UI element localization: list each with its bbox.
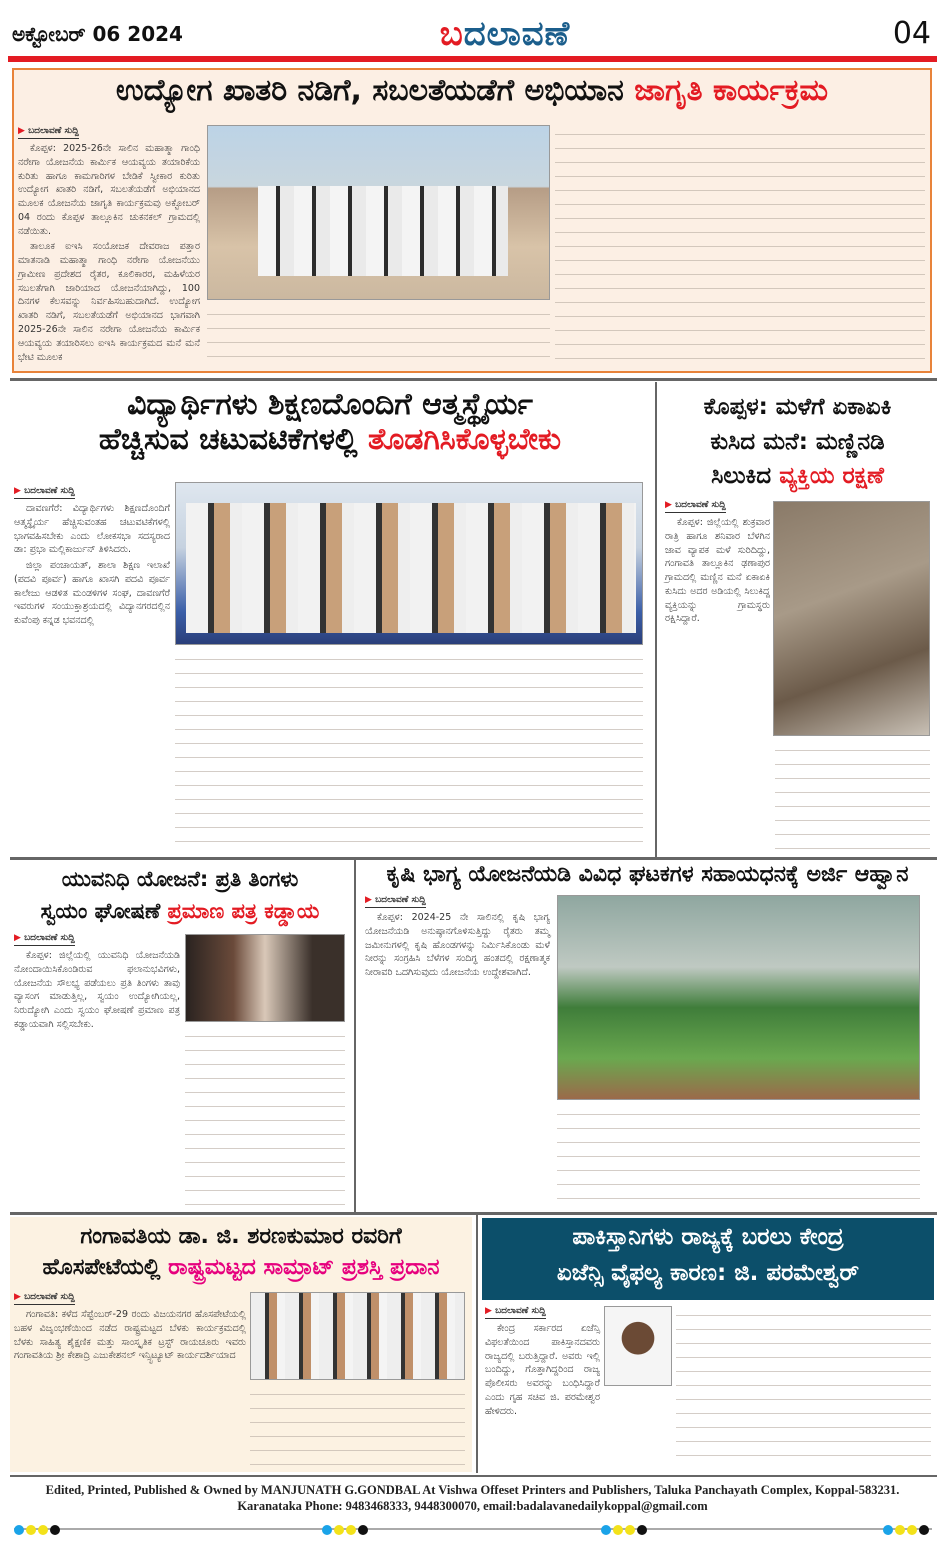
paragraph: ಕೇಂದ್ರ ಸರ್ಕಾರದ ಏಜೆನ್ಸಿ ವಿಫಲತೆಯಿಂದ ಪಾಕಿಸ್ತಾನದವರು ರಾಜ್ಯದಲ್ಲಿ ಬರುತ್ತಿದ್ದಾರೆ. ಅವರು ಇಲ್ಲಿ ಬಂದಿದ್ದು, ಗೊತ್ತಾಗಿದ್ದರಿಂದ ರಾಜ್ಯ ಪೊಲೀಸರು ಅವರನ್ನು ಬಂಧಿಸಿದ್ದಾರೆ ಎಂದು ಗೃಹ ಸಚಿವ ಜಿ. ಪರಮೇಶ್ವರ ಹೇಳಿದರು. xyxy=(485,1323,600,1417)
event-photo xyxy=(207,125,550,300)
story2-body xyxy=(14,484,170,630)
byline: ▶ ಬದಲಾವಣೆ ಸುದ್ದಿ xyxy=(14,1291,75,1305)
headline-line: ಪಾಕಿಸ್ತಾನಿಗಳು ರಾಜ್ಯಕ್ಕೆ ಬರಲು ಕೇಂದ್ರ xyxy=(572,1224,844,1250)
divider xyxy=(10,857,937,860)
story6-columns-text xyxy=(250,1385,465,1465)
story4-body xyxy=(14,931,180,1034)
newspaper-logo xyxy=(380,14,630,54)
paragraph: ಕೊಪ್ಪಳ: ಜಿಲ್ಲೆಯಲ್ಲಿ ಯುವನಿಧಿ ಯೋಜನೆಯಡಿ ನೋಂದಾಯಿಸಿಕೊಂಡಿರುವ ಫಲಾನುಭವಿಗಳು, ಯೋಜನೆಯ ಸೌಲಭ್ಯ ಪಡೆಯಲು ಪ್ರತಿ ತಿಂಗಳು ತಾವು ವ್ಯಾಸಂಗ ಮಾಡುತ್ತಿಲ್ಲ, ಸ್ವಯಂ ಉದ್ಯೋಗಿಯಲ್ಲ, ನಿರುದ್ಯೋಗಿ ಎಂದು ಸ್ವಯಂ ಘೋಷಣೆ ಪ್ರಮಾಣ ಪತ್ರ ಕಡ್ಡಾಯವಾಗಿ ಸಲ್ಲಿಸಬೇಕು. xyxy=(14,950,180,1030)
divider xyxy=(354,860,356,1212)
headline-highlight: ಪ್ರಮಾಣ ಪತ್ರ ಕಡ್ಡಾಯ xyxy=(167,898,320,923)
paragraph: ಕೊಪ್ಪಳ: ಜಿಲ್ಲೆಯಲ್ಲಿ ಶುಕ್ರವಾರ ರಾತ್ರಿ ಹಾಗೂ ಶನಿವಾರ ಬೆಳಗಿನ ಜಾವ ವ್ಯಾಪಕ ಮಳೆ ಸುರಿದಿದ್ದು, ಗಂಗಾವತಿ ತಾಲ್ಲೂಕಿನ ಢಣಾಪುರ ಗ್ರಾಮದಲ್ಲಿ ಮಣ್ಣಿನ ಮನೆ ಏಕಾಏಕಿ ಕುಸಿದು ಅದರ ಅಡಿಯಲ್ಲಿ ಸಿಲುಕಿದ್ದ ವ್ಯಕ್ತಿಯನ್ನು ಗ್ರಾಮಸ್ಥರು ರಕ್ಷಿಸಿದ್ದಾರೆ. xyxy=(665,517,770,625)
header-rule xyxy=(8,56,937,62)
headline-line: ಏಜೆನ್ಸಿ ವೈಫಲ್ಯ ಕಾರಣ: ಜಿ. ಪರಮೇಶ್ವರ್ xyxy=(556,1259,860,1286)
story2-columns-text xyxy=(175,650,643,850)
logo-part-2: ದಲಾವಣೆ xyxy=(463,14,571,54)
headline-line: ವಿದ್ಯಾರ್ಥಿಗಳು ಶಿಕ್ಷಣದೊಂದಿಗೆ ಆತ್ಮಸ್ಥೈರ್ಯ xyxy=(127,387,533,422)
story5-headline: ಕೃಷಿ ಭಾಗ್ಯ ಯೋಜನೆಯಡಿ ವಿವಿಧ ಘಟಕಗಳ ಸಹಾಯಧನಕ್ಕೆ ಅರ್ಜಿ ಆಹ್ವಾನ xyxy=(386,862,909,887)
headline-line: ಹೆಚ್ಚಿಸುವ ಚಟುವಟಿಕೆಗಳಲ್ಲಿ xyxy=(98,421,358,457)
paragraph: ಕೊಪ್ಪಳ: 2025-26ನೇ ಸಾಲಿನ ಮಹಾತ್ಮಾ ಗಾಂಧಿ ನರೇಗಾ ಯೋಜನೆಯ ಕಾರ್ಮಿಕ ಆಯವ್ಯಯ ತಯಾರಿಕೆಯ ಕುರಿತು ಹಾಗೂ ಕಾಮಗಾರಿಗಳ ಬೇಡಿಕೆ ಸ್ವೀಕಾರ ಕುರಿತು ಉದ್ಯೋಗ ಖಾತರಿ ನಡಿಗೆ, ಸಬಲತೆಯಡೆಗೆ ಅಭಿಯಾನದ ಮೂಲಕ ಯೋಜನೆಯ ಜಾಗೃತಿ ಕಾರ್ಯಕ್ರಮವು ಅಕ್ಟೋಬರ್ 04 ರಂದು ಕೊಪ್ಪಳ ತಾಲ್ಲೂಕಿನ ಚುಕನಕಲ್ ಗ್ರಾಮದಲ್ಲಿ ನಡೆಯಿತು. xyxy=(18,143,200,237)
byline: ▶ ಬದಲಾವಣೆ ಸುದ್ದಿ xyxy=(14,932,75,946)
story2-headline xyxy=(10,388,650,457)
headline-highlight: ರಾಷ್ಟ್ರಮಟ್ಟದ ಸಾಮ್ರಾಟ್ ಪ್ರಶಸ್ತಿ ಪ್ರದಾನ xyxy=(168,1254,440,1280)
byline: ▶ ಬದಲಾವಣೆ ಸುದ್ದಿ xyxy=(485,1305,546,1319)
registration-marks xyxy=(601,1522,649,1538)
divider xyxy=(10,1212,937,1215)
story7-body xyxy=(485,1304,600,1420)
paragraph: ಕೊಪ್ಪಳ: 2024-25 ನೇ ಸಾಲಿನಲ್ಲಿ ಕೃಷಿ ಭಾಗ್ಯ ಯೋಜನೆಯಡಿ ಅನುಷ್ಠಾನಗೊಳಿಸುತ್ತಿದ್ದು ರೈತರು ತಮ್ಮ ಜಮೀನುಗಳಲ್ಲಿ ಕೃಷಿ ಹೊಂಡಗಳನ್ನು ನಿರ್ಮಿಸಿಕೊಂಡು ಮಳೆ ನೀರನ್ನು ಸಂಗ್ರಹಿಸಿ ಬೆಳೆಗಳ ಸಂದಿಗ್ಧ ಹಂತದಲ್ಲಿ ರಕ್ಷಣಾತ್ಮಕ ನೀರಾವರಿ ಒದಗಿಸುವುದು ಯೋಜನೆಯ ಉದ್ದೇಶವಾಗಿದೆ. xyxy=(365,912,550,979)
headline-line: ಹೊಸಪೇಟೆಯಲ್ಲಿ xyxy=(42,1254,161,1280)
headline-line: ಸಿಲುಕಿದ xyxy=(711,463,772,489)
story7-headline xyxy=(482,1218,934,1300)
headline-highlight: ವ್ಯಕ್ತಿಯ ರಕ್ಷಣೆ xyxy=(779,463,884,489)
story7-columns-text xyxy=(676,1306,931,1466)
headline-highlight: ಜಾಗೃತಿ ಕಾರ್ಯಕ್ರಮ xyxy=(634,73,829,108)
people-group xyxy=(258,186,508,276)
headline-text: ಉದ್ಯೋಗ ಖಾತರಿ ನಡಿಗೆ, ಸಬಲತೆಯಡೆಗೆ ಅಭಿಯಾನ xyxy=(115,73,624,108)
story1-columns-text xyxy=(555,125,925,365)
headline-line: ಕುಸಿದ ಮನೆ: ಮಣ್ಣಿನಡಿ xyxy=(710,428,885,455)
divider xyxy=(655,382,657,857)
page-number: 04 xyxy=(892,16,931,51)
registration-marks xyxy=(14,1522,62,1538)
headline-line: ಸ್ವಯಂ ಘೋಷಣೆ xyxy=(40,898,161,923)
byline: ▶ ಬದಲಾವಣೆ ಸುದ್ದಿ xyxy=(18,125,79,139)
paragraph: ಗಂಗಾವತಿ: ಕಳೆದ ಸೆಪ್ಟೆಂಬರ್-29 ರಂದು ವಿಜಯನಗರ ಹೊಸಪೇಟೆಯಲ್ಲಿ ಬಹಳ ವಿಜೃಂಭಣೆಯಿಂದ ನಡೆದ ರಾಷ್ಟ್ರಮಟ್ಟದ ಬೆಳಕು ಕಾರ್ಯಕ್ರಮದಲ್ಲಿ ಬೆಳಕು ಸಾಹಿತ್ಯ ಶೈಕ್ಷಣಿಕ ಮತ್ತು ಸಾಂಸ್ಕೃತಿಕ ಟ್ರಸ್ಟ್ ರಾಯಚೂರು ಇವರು ಗಂಗಾವತಿಯ ಶ್ರೀ ಕೇಶಾದ್ರಿ ಎಜುಕೇಶನಲ್ ಇನ್ಸ್ಟಿಟ್ಯೂಟ್ ಕಾರ್ಯದರ್ಶಿಯಾದ xyxy=(14,1309,246,1362)
imprint-contact: Karanataka Phone: 9483468333, 9448300070, email:badalavanedailykoppal@gmail.com xyxy=(237,1499,708,1514)
story3-body xyxy=(665,498,770,628)
youth-photo xyxy=(185,934,345,1022)
paragraph: ತಾಲೂಕ ಐಇಸಿ ಸಂಯೋಜಕ ದೇವರಾಜ ಪತ್ತಾರ ಮಾತನಾಡಿ ಮಹಾತ್ಮಾ ಗಾಂಧಿ ನರೇಗಾ ಯೋಜನೆಯು ಗ್ರಾಮೀಣ ಪ್ರದೇಶದ ರೈತರ, ಕೂಲಿಕಾರರ, ಮಹಿಳೆಯರ ಸಬಲತೆಗಾಗಿ ಜಾರಿಯಾದ ಯೋಜನೆಯಾಗಿದ್ದು, 100 ದಿನಗಳ ಕೆಲಸವನ್ನು ನಿರ್ವಹಿಸಬಹುದಾಗಿದೆ. ಉದ್ಯೋಗ ಖಾತರಿ ನಡಿಗೆ, ಸಬಲತೆಯಡೆಗೆ ಅಭಿಯಾನದ ಭಾಗವಾಗಿ 2025-26ನೇ ಸಾಲಿನ ನರೇಗಾ ಯೋಜನೆಯ ಕಾರ್ಮಿಕ ಆಯವ್ಯಯ ತಯಾರಿಸಲು ಐಇಸಿ ಕಾರ್ಯಕ್ರಮದ ಮನೆ ಮನೆ ಭೇಟಿ ಮೂಲಕ xyxy=(18,241,200,363)
minister-portrait xyxy=(604,1306,672,1386)
story1-headline xyxy=(14,74,930,109)
issue-date: ಅಕ್ಟೋಬರ್ 06 2024 xyxy=(12,22,183,46)
award-photo xyxy=(250,1292,465,1380)
headline-line: ಯುವನಿಧಿ ಯೋಜನೆ: ಪ್ರತಿ ತಿಂಗಳು xyxy=(61,867,299,891)
headline-highlight: ತೊಡಗಿಸಿಕೊಳ್ಳಬೇಕು xyxy=(368,421,562,457)
registration-marks xyxy=(883,1522,931,1538)
story6-body xyxy=(14,1290,246,1365)
story1-caption-text xyxy=(207,305,550,365)
event-photo xyxy=(175,482,643,645)
headline-line: ಕೊಪ್ಪಳ: ಮಳೆಗೆ ಏಕಾಏಕಿ xyxy=(703,394,892,420)
headline-line: ಗಂಗಾವತಿಯ ಡಾ. ಜಿ. ಶರಣಕುಮಾರ ರವರಿಗೆ xyxy=(80,1224,402,1249)
story6-headline xyxy=(10,1222,472,1284)
imprint-line: Edited, Printed, Published & Owned by MANJUNATH G.GONDBAL At Vishwa Offeset Printers and Publishers, Taluka Panchayath Complex, Koppal-583231. xyxy=(45,1483,900,1497)
story5-columns-text xyxy=(557,1105,920,1200)
story5-body xyxy=(365,893,550,982)
divider xyxy=(10,1475,937,1477)
story3-columns-text xyxy=(775,741,930,851)
imprint xyxy=(0,1482,945,1515)
registration-line xyxy=(14,1528,932,1530)
paragraph: ಜಿಲ್ಲಾ ಪಂಚಾಯತ್, ಶಾಲಾ ಶಿಕ್ಷಣ ಇಲಾಖೆ (ಪದವಿ ಪೂರ್ವ) ಹಾಗೂ ಖಾಸಗಿ ಪದವಿ ಪೂರ್ವ ಕಾಲೇಜು ಆಡಳಿತ ಮಂಡಳಿಗಳ ಸಂಘ, ದಾವಣಗೆರೆ ಇವರುಗಳ ಸಂಯುಕ್ತಾಶ್ರಯದಲ್ಲಿ ವಿದ್ಯಾನಗರದಲ್ಲಿನ ಕುವೆಂಪು ಕನ್ನಡ ಭವನದಲ್ಲಿ xyxy=(14,560,170,627)
people-group xyxy=(186,503,636,633)
story4-columns-text xyxy=(185,1027,345,1217)
divider xyxy=(476,1215,478,1473)
story3-headline xyxy=(660,390,935,494)
paragraph: ದಾವಣಗೆರೆ: ವಿದ್ಯಾರ್ಥಿಗಳು ಶಿಕ್ಷಣದೊಂದಿಗೆ ಆತ್ಮಸ್ಥೈರ್ಯ ಹೆಚ್ಚಿಸುವಂತಹ ಚಟುವಟಿಕೆಗಳಲ್ಲಿ ಭಾಗವಹಿಸಬೇಕು ಎಂದು ಲೋಕಸಭಾ ಸದಸ್ಯರಾದ ಡಾ: ಪ್ರಭಾ ಮಲ್ಲಿಕಾರ್ಜುನ್ ತಿಳಿಸಿದರು. xyxy=(14,503,170,556)
byline: ▶ ಬದಲಾವಣೆ ಸುದ್ದಿ xyxy=(14,485,75,499)
story4-headline xyxy=(10,864,350,927)
logo-part-1: ಬ xyxy=(439,14,464,54)
registration-marks xyxy=(322,1522,370,1538)
farming-photo xyxy=(557,895,920,1100)
divider xyxy=(10,378,937,381)
rescue-photo xyxy=(773,501,930,736)
byline: ▶ ಬದಲಾವಣೆ ಸುದ್ದಿ xyxy=(365,894,426,908)
byline: ▶ ಬದಲಾವಣೆ ಸುದ್ದಿ xyxy=(665,499,726,513)
story1-body xyxy=(18,124,200,366)
